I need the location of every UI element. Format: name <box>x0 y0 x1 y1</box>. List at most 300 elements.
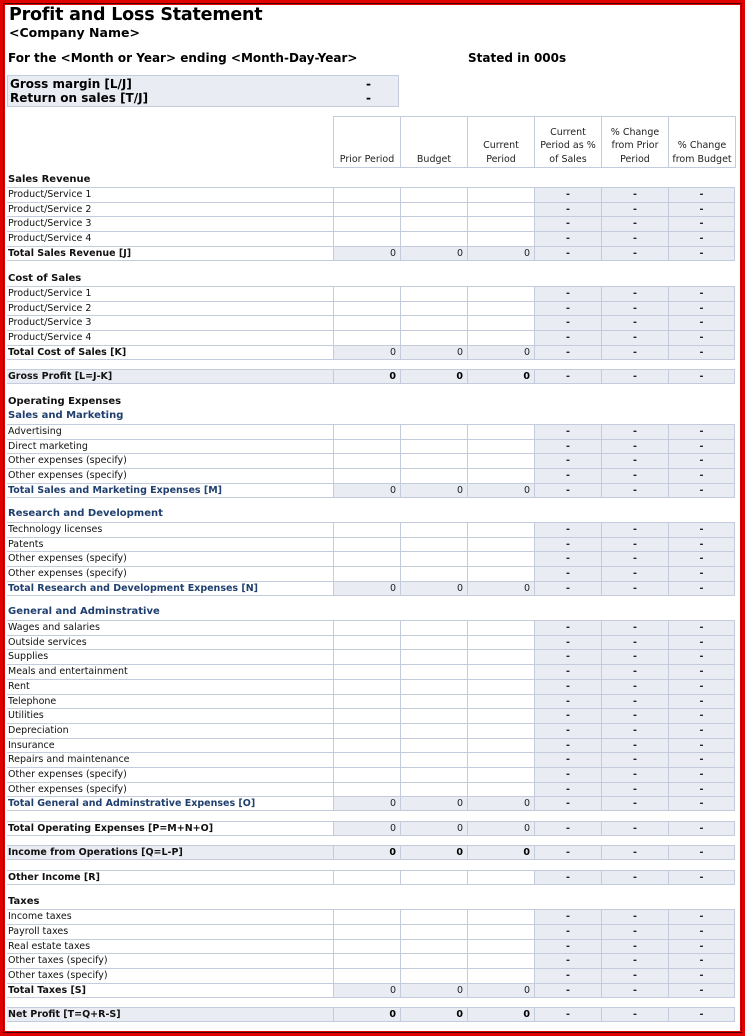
input-cell[interactable] <box>400 939 467 954</box>
column-header-line: from Budget <box>672 153 732 165</box>
column-headers <box>333 116 736 168</box>
percent-cell: - <box>601 723 668 738</box>
percent-cell: - <box>668 752 735 767</box>
percent-cell: - <box>534 315 601 330</box>
input-cell[interactable] <box>333 782 400 797</box>
column-header <box>401 117 468 167</box>
calculated-value-cell: 0 <box>467 1007 534 1022</box>
percent-cell: - <box>534 537 601 552</box>
input-cell[interactable] <box>467 330 534 345</box>
input-cell[interactable] <box>467 968 534 983</box>
row-label: Supplies <box>7 649 333 664</box>
calculated-value-cell: 0 <box>333 345 400 360</box>
return-on-sales-value: - <box>366 91 371 105</box>
input-cell[interactable] <box>467 708 534 723</box>
input-cell[interactable] <box>400 286 467 301</box>
input-cell[interactable] <box>400 439 467 454</box>
input-cell[interactable] <box>400 752 467 767</box>
percent-cell: - <box>668 738 735 753</box>
row-label: Wages and salaries <box>7 620 333 635</box>
input-cell[interactable] <box>467 738 534 753</box>
calculated-value-cell: 0 <box>400 345 467 360</box>
percent-cell: - <box>601 483 668 498</box>
percent-cell: - <box>668 939 735 954</box>
row-product-service-4 <box>7 231 734 246</box>
row-label: Product/Service 4 <box>7 330 333 345</box>
input-cell[interactable] <box>467 202 534 217</box>
input-cell[interactable] <box>333 424 400 439</box>
input-cell[interactable] <box>400 782 467 797</box>
percent-cell: - <box>601 870 668 885</box>
return-on-sales-label: Return on sales [T/J] <box>10 91 149 105</box>
input-cell[interactable] <box>333 924 400 939</box>
input-cell[interactable] <box>400 537 467 552</box>
input-cell[interactable] <box>467 870 534 885</box>
row-label: Total Research and Development Expenses [N] <box>7 581 333 596</box>
percent-cell: - <box>534 1007 601 1022</box>
input-cell[interactable] <box>400 870 467 885</box>
row-rent <box>7 679 734 694</box>
percent-cell: - <box>668 453 735 468</box>
row-total-sales-and-marketing-expenses-m <box>7 483 734 498</box>
input-cell[interactable] <box>467 679 534 694</box>
percent-cell: - <box>668 767 735 782</box>
row-label: Operating Expenses <box>8 396 122 407</box>
input-cell[interactable] <box>400 738 467 753</box>
input-cell[interactable] <box>333 752 400 767</box>
row-supplies <box>7 649 734 664</box>
input-cell[interactable] <box>467 723 534 738</box>
percent-cell: - <box>534 453 601 468</box>
percent-cell: - <box>601 953 668 968</box>
input-cell[interactable] <box>400 953 467 968</box>
row-label: Total Cost of Sales [K] <box>7 345 333 360</box>
percent-cell: - <box>601 202 668 217</box>
percent-cell: - <box>601 369 668 384</box>
row-label: Cost of Sales <box>8 273 82 284</box>
input-cell[interactable] <box>333 968 400 983</box>
input-cell[interactable] <box>400 468 467 483</box>
input-cell[interactable] <box>467 286 534 301</box>
percent-cell: - <box>534 782 601 797</box>
input-cell[interactable] <box>400 231 467 246</box>
section-heading-cost-of-sales <box>7 272 734 287</box>
percent-cell: - <box>668 345 735 360</box>
input-cell[interactable] <box>467 782 534 797</box>
stated-in-label: Stated in 000s <box>468 51 567 65</box>
percent-cell: - <box>534 231 601 246</box>
input-cell[interactable] <box>467 635 534 650</box>
input-cell[interactable] <box>333 870 400 885</box>
input-cell[interactable] <box>467 649 534 664</box>
input-cell[interactable] <box>400 424 467 439</box>
percent-cell: - <box>534 551 601 566</box>
input-cell[interactable] <box>467 424 534 439</box>
column-header-line: from Prior <box>611 140 659 151</box>
input-cell[interactable] <box>467 522 534 537</box>
row-product-service-2 <box>7 202 734 217</box>
row-label: Other expenses (specify) <box>7 453 333 468</box>
row-product-service-3 <box>7 216 734 231</box>
calculated-value-cell: 0 <box>467 796 534 811</box>
input-cell[interactable] <box>400 522 467 537</box>
input-cell[interactable] <box>400 708 467 723</box>
percent-cell: - <box>534 369 601 384</box>
calculated-value-cell: 0 <box>333 821 400 836</box>
percent-cell: - <box>601 821 668 836</box>
calculated-value-cell: 0 <box>333 369 400 384</box>
input-cell[interactable] <box>467 620 534 635</box>
input-cell[interactable] <box>333 315 400 330</box>
row-label: Direct marketing <box>7 439 333 454</box>
input-cell[interactable] <box>333 537 400 552</box>
input-cell[interactable] <box>467 301 534 316</box>
column-header-line: Period <box>620 153 650 165</box>
percent-cell: - <box>601 620 668 635</box>
percent-cell: - <box>534 468 601 483</box>
input-cell[interactable] <box>333 767 400 782</box>
input-cell[interactable] <box>467 924 534 939</box>
row-gross-profit-l-j-k <box>7 369 734 384</box>
row-total-research-and-development-expenses-n <box>7 581 734 596</box>
calculated-value-cell: 0 <box>400 983 467 998</box>
percent-cell: - <box>601 522 668 537</box>
input-cell[interactable] <box>333 664 400 679</box>
input-cell[interactable] <box>400 216 467 231</box>
percent-cell: - <box>534 796 601 811</box>
percent-cell: - <box>601 216 668 231</box>
input-cell[interactable] <box>467 439 534 454</box>
statement-sheet <box>5 5 740 1031</box>
input-cell[interactable] <box>333 635 400 650</box>
input-cell[interactable] <box>400 635 467 650</box>
column-header <box>535 117 602 167</box>
input-cell[interactable] <box>333 953 400 968</box>
percent-cell: - <box>668 845 735 860</box>
percent-cell: - <box>534 216 601 231</box>
row-label: Product/Service 2 <box>7 301 333 316</box>
input-cell[interactable] <box>333 187 400 202</box>
input-cell[interactable] <box>333 649 400 664</box>
input-cell[interactable] <box>333 439 400 454</box>
input-cell[interactable] <box>333 330 400 345</box>
row-label: Product/Service 3 <box>7 315 333 330</box>
percent-cell: - <box>534 483 601 498</box>
row-income-taxes <box>7 909 734 924</box>
percent-cell: - <box>668 551 735 566</box>
percent-cell: - <box>534 620 601 635</box>
percent-cell: - <box>668 522 735 537</box>
percent-cell: - <box>534 723 601 738</box>
percent-cell: - <box>668 870 735 885</box>
percent-cell: - <box>534 649 601 664</box>
input-cell[interactable] <box>400 453 467 468</box>
row-label: Income from Operations [Q=L-P] <box>7 845 333 860</box>
input-cell[interactable] <box>400 551 467 566</box>
row-label: Total Sales and Marketing Expenses [M] <box>7 483 333 498</box>
percent-cell: - <box>534 664 601 679</box>
input-cell[interactable] <box>400 909 467 924</box>
section-heading-taxes <box>7 895 734 910</box>
column-header-line: % Change <box>610 126 660 138</box>
row-insurance <box>7 738 734 753</box>
input-cell[interactable] <box>467 909 534 924</box>
percent-cell: - <box>668 216 735 231</box>
input-cell[interactable] <box>333 909 400 924</box>
row-other-expenses-specify <box>7 767 734 782</box>
percent-cell: - <box>668 202 735 217</box>
percent-cell: - <box>601 924 668 939</box>
input-cell[interactable] <box>400 679 467 694</box>
percent-cell: - <box>668 782 735 797</box>
percent-cell: - <box>534 581 601 596</box>
calculated-value-cell: 0 <box>333 1007 400 1022</box>
percent-cell: - <box>534 187 601 202</box>
row-label: Repairs and maintenance <box>7 752 333 767</box>
percent-cell: - <box>534 286 601 301</box>
row-other-income-r <box>7 870 734 885</box>
percent-cell: - <box>668 968 735 983</box>
column-header <box>334 117 401 167</box>
input-cell[interactable] <box>467 551 534 566</box>
calculated-value-cell: 0 <box>333 483 400 498</box>
input-cell[interactable] <box>467 566 534 581</box>
percent-cell: - <box>534 202 601 217</box>
percent-cell: - <box>601 708 668 723</box>
calculated-value-cell: 0 <box>400 845 467 860</box>
percent-cell: - <box>534 752 601 767</box>
percent-cell: - <box>668 635 735 650</box>
input-cell[interactable] <box>333 301 400 316</box>
calculated-value-cell: 0 <box>467 581 534 596</box>
calculated-value-cell: 0 <box>467 345 534 360</box>
column-header-line: Prior Period <box>339 153 395 165</box>
input-cell[interactable] <box>333 723 400 738</box>
input-cell[interactable] <box>467 315 534 330</box>
row-income-from-operations-q-l-p <box>7 845 734 860</box>
row-label: Gross Profit [L=J-K] <box>7 369 333 384</box>
input-cell[interactable] <box>400 924 467 939</box>
input-cell[interactable] <box>333 468 400 483</box>
percent-cell: - <box>668 821 735 836</box>
percent-cell: - <box>534 424 601 439</box>
input-cell[interactable] <box>467 664 534 679</box>
percent-cell: - <box>668 315 735 330</box>
percent-cell: - <box>668 246 735 261</box>
row-label: Sales and Marketing <box>8 410 124 421</box>
percent-cell: - <box>668 483 735 498</box>
percent-cell: - <box>668 231 735 246</box>
input-cell[interactable] <box>467 537 534 552</box>
input-cell[interactable] <box>400 301 467 316</box>
column-header-line: Period <box>486 153 516 165</box>
percent-cell: - <box>601 424 668 439</box>
percent-cell: - <box>534 708 601 723</box>
percent-cell: - <box>534 909 601 924</box>
calculated-value-cell: 0 <box>333 796 400 811</box>
percent-cell: - <box>601 246 668 261</box>
input-cell[interactable] <box>333 679 400 694</box>
section-heading-sales-revenue <box>7 173 734 188</box>
input-cell[interactable] <box>400 767 467 782</box>
input-cell[interactable] <box>467 767 534 782</box>
percent-cell: - <box>601 315 668 330</box>
row-product-service-4 <box>7 330 734 345</box>
input-cell[interactable] <box>400 620 467 635</box>
percent-cell: - <box>534 246 601 261</box>
input-cell[interactable] <box>333 202 400 217</box>
calculated-value-cell: 0 <box>333 581 400 596</box>
row-technology-licenses <box>7 522 734 537</box>
percent-cell: - <box>534 330 601 345</box>
input-cell[interactable] <box>400 187 467 202</box>
percent-cell: - <box>601 1007 668 1022</box>
input-cell[interactable] <box>400 330 467 345</box>
input-cell[interactable] <box>467 694 534 709</box>
row-utilities <box>7 708 734 723</box>
percent-cell: - <box>668 983 735 998</box>
input-cell[interactable] <box>333 566 400 581</box>
input-cell[interactable] <box>333 708 400 723</box>
percent-cell: - <box>534 635 601 650</box>
percent-cell: - <box>534 301 601 316</box>
period-line[interactable]: For the <Month or Year> ending <Month-Day-Year> <box>8 51 358 65</box>
percent-cell: - <box>668 566 735 581</box>
input-cell[interactable] <box>400 649 467 664</box>
percent-cell: - <box>601 845 668 860</box>
input-cell[interactable] <box>400 315 467 330</box>
section-heading-general-and-adminstrative <box>7 605 734 620</box>
input-cell[interactable] <box>467 939 534 954</box>
percent-cell: - <box>601 187 668 202</box>
row-total-operating-expenses-p-m-n-o <box>7 821 734 836</box>
input-cell[interactable] <box>333 522 400 537</box>
calculated-value-cell: 0 <box>467 983 534 998</box>
row-label: Product/Service 2 <box>7 202 333 217</box>
section-heading-operating-expenses <box>7 395 734 410</box>
row-label: Total General and Adminstrative Expenses [O] <box>7 796 333 811</box>
row-net-profit-t-q-r-s <box>7 1007 734 1022</box>
row-total-cost-of-sales-k <box>7 345 734 360</box>
input-cell[interactable] <box>467 187 534 202</box>
percent-cell: - <box>534 845 601 860</box>
percent-cell: - <box>601 345 668 360</box>
percent-cell: - <box>534 566 601 581</box>
input-cell[interactable] <box>333 453 400 468</box>
input-cell[interactable] <box>333 620 400 635</box>
column-header-line: of Sales <box>549 153 587 165</box>
row-label: Sales Revenue <box>8 174 91 185</box>
row-other-expenses-specify <box>7 566 734 581</box>
input-cell[interactable] <box>333 738 400 753</box>
row-label: Advertising <box>7 424 333 439</box>
input-cell[interactable] <box>333 694 400 709</box>
row-label: Outside services <box>7 635 333 650</box>
percent-cell: - <box>601 566 668 581</box>
input-cell[interactable] <box>400 694 467 709</box>
percent-cell: - <box>534 939 601 954</box>
column-header-line: Period as % <box>540 140 596 151</box>
input-cell[interactable] <box>467 216 534 231</box>
input-cell[interactable] <box>467 468 534 483</box>
percent-cell: - <box>668 664 735 679</box>
percent-cell: - <box>601 439 668 454</box>
percent-cell: - <box>668 301 735 316</box>
input-cell[interactable] <box>333 216 400 231</box>
percent-cell: - <box>601 468 668 483</box>
input-cell[interactable] <box>333 231 400 246</box>
row-patents <box>7 537 734 552</box>
calculated-value-cell: 0 <box>400 369 467 384</box>
column-header <box>669 117 736 167</box>
calculated-value-cell: 0 <box>400 1007 467 1022</box>
percent-cell: - <box>601 694 668 709</box>
input-cell[interactable] <box>400 202 467 217</box>
input-cell[interactable] <box>333 939 400 954</box>
input-cell[interactable] <box>333 286 400 301</box>
row-repairs-and-maintenance <box>7 752 734 767</box>
percent-cell: - <box>601 330 668 345</box>
input-cell[interactable] <box>467 752 534 767</box>
percent-cell: - <box>601 782 668 797</box>
row-other-expenses-specify <box>7 468 734 483</box>
row-label: Income taxes <box>7 909 333 924</box>
input-cell[interactable] <box>400 664 467 679</box>
calculated-value-cell: 0 <box>333 983 400 998</box>
percent-cell: - <box>534 924 601 939</box>
percent-cell: - <box>534 345 601 360</box>
input-cell[interactable] <box>467 231 534 246</box>
percent-cell: - <box>668 187 735 202</box>
percent-cell: - <box>668 286 735 301</box>
row-real-estate-taxes <box>7 939 734 954</box>
company-name[interactable]: <Company Name> <box>9 25 140 40</box>
percent-cell: - <box>601 983 668 998</box>
input-cell[interactable] <box>400 566 467 581</box>
row-label: Total Taxes [S] <box>7 983 333 998</box>
column-header-line: % Change <box>677 140 727 151</box>
calculated-value-cell: 0 <box>467 821 534 836</box>
input-cell[interactable] <box>400 723 467 738</box>
percent-cell: - <box>601 796 668 811</box>
row-label: Payroll taxes <box>7 924 333 939</box>
percent-cell: - <box>534 870 601 885</box>
calculated-value-cell: 0 <box>400 821 467 836</box>
column-header-line: Budget <box>416 153 452 165</box>
row-product-service-2 <box>7 301 734 316</box>
percent-cell: - <box>534 679 601 694</box>
percent-cell: - <box>601 649 668 664</box>
percent-cell: - <box>601 286 668 301</box>
row-other-expenses-specify <box>7 782 734 797</box>
row-label: Product/Service 1 <box>7 187 333 202</box>
input-cell[interactable] <box>467 453 534 468</box>
row-other-expenses-specify <box>7 551 734 566</box>
input-cell[interactable] <box>400 968 467 983</box>
row-label: Other taxes (specify) <box>7 968 333 983</box>
calculated-value-cell: 0 <box>400 581 467 596</box>
percent-cell: - <box>668 439 735 454</box>
input-cell[interactable] <box>467 953 534 968</box>
row-other-taxes-specify <box>7 968 734 983</box>
percent-cell: - <box>601 738 668 753</box>
row-wages-and-salaries <box>7 620 734 635</box>
calculated-value-cell: 0 <box>467 483 534 498</box>
percent-cell: - <box>534 738 601 753</box>
percent-cell: - <box>668 924 735 939</box>
row-label: Total Operating Expenses [P=M+N+O] <box>7 821 333 836</box>
input-cell[interactable] <box>333 551 400 566</box>
